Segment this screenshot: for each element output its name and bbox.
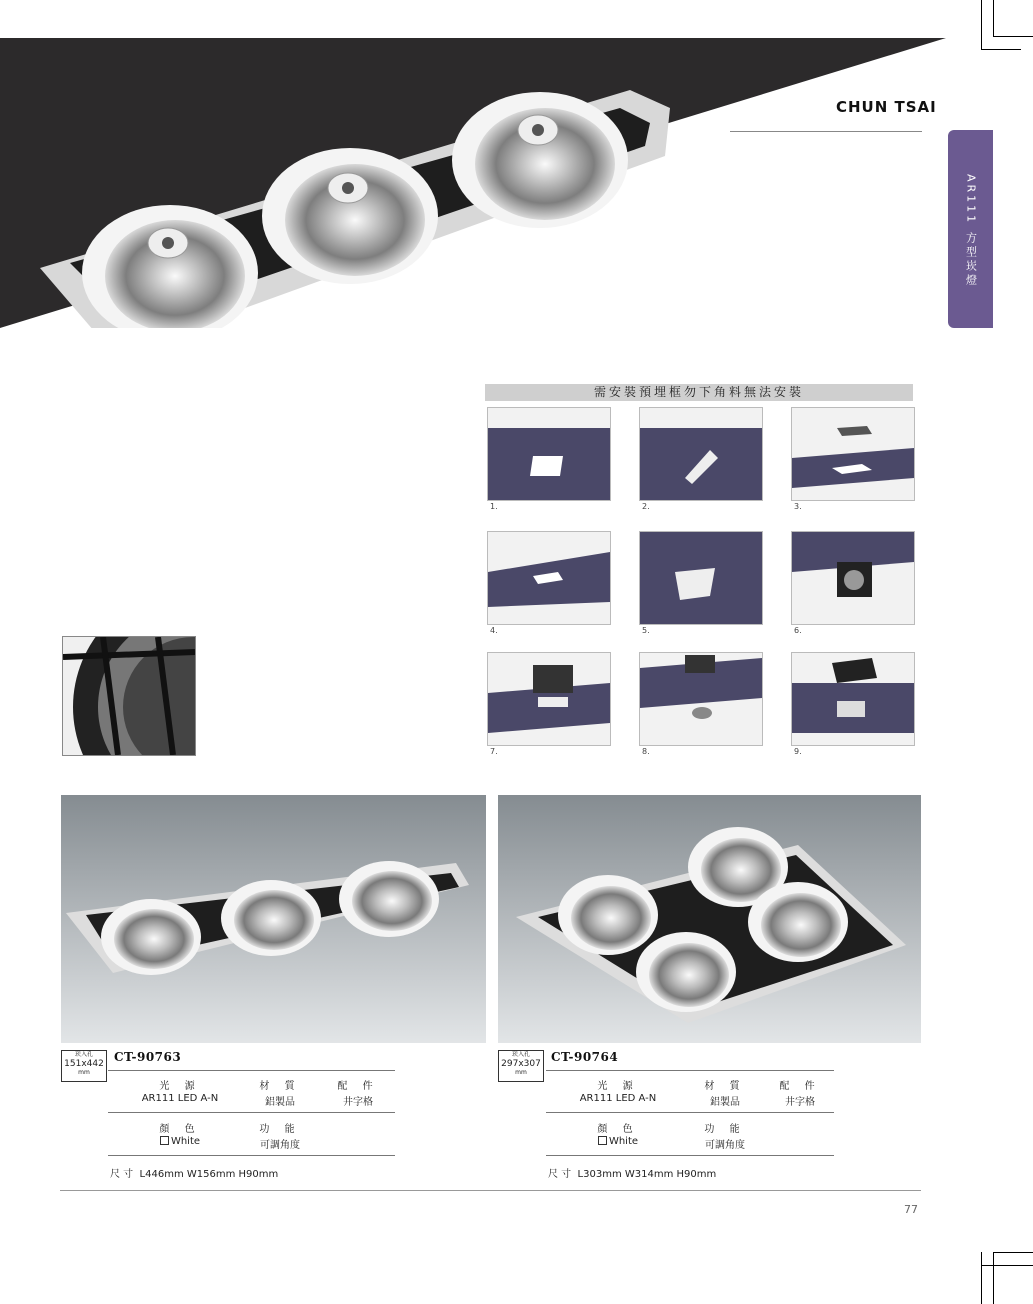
product-image-ct-90763 bbox=[61, 795, 486, 1043]
page-number: 77 bbox=[904, 1203, 918, 1216]
cutout-label: 崁入孔 bbox=[74, 1051, 93, 1058]
brand-logo: CHUN TSAI bbox=[836, 98, 937, 116]
install-step-image-4 bbox=[487, 531, 611, 625]
grille-detail-photo bbox=[62, 636, 196, 756]
model-number: CT-90764 bbox=[551, 1050, 619, 1064]
spec-label-accessory: 配 件 bbox=[779, 1081, 821, 1092]
crop-mark bbox=[993, 1252, 994, 1304]
crop-mark bbox=[993, 36, 1033, 37]
color-checkbox-icon bbox=[598, 1136, 607, 1145]
category-side-tab-label: AR111 方型崁燈 bbox=[964, 174, 978, 288]
install-step-number: 1. bbox=[490, 502, 498, 511]
install-step-number: 2. bbox=[642, 502, 650, 511]
install-step-number: 9. bbox=[794, 747, 802, 756]
install-step-number: 6. bbox=[794, 626, 802, 635]
spec-divider bbox=[108, 1112, 395, 1113]
install-step-image-9 bbox=[791, 652, 915, 746]
cutout-unit: mm bbox=[78, 1069, 90, 1076]
color-name: White bbox=[170, 1136, 201, 1147]
install-step-image-8 bbox=[639, 652, 763, 746]
install-step-number: 4. bbox=[490, 626, 498, 635]
install-step-image-1 bbox=[487, 407, 611, 501]
size-row bbox=[548, 1165, 716, 1180]
spec-label-material: 材 質 bbox=[259, 1081, 301, 1092]
spec-value-accessory: 井字格 bbox=[785, 1097, 815, 1108]
size-label: 尺 寸 bbox=[548, 1169, 572, 1180]
cutout-label: 崁入孔 bbox=[511, 1051, 530, 1058]
install-step-image-5 bbox=[639, 531, 763, 625]
spec-label-accessory: 配 件 bbox=[337, 1081, 379, 1092]
install-step-number: 3. bbox=[794, 502, 802, 511]
install-step-number: 5. bbox=[642, 626, 650, 635]
install-step-image-3 bbox=[791, 407, 915, 501]
spec-divider bbox=[546, 1112, 834, 1113]
brand-underline bbox=[730, 131, 922, 132]
spec-label-color: 顏 色 bbox=[597, 1124, 639, 1135]
cutout-unit: mm bbox=[515, 1069, 527, 1076]
install-step-image-6 bbox=[791, 531, 915, 625]
install-step-image-7 bbox=[487, 652, 611, 746]
spec-divider bbox=[108, 1070, 395, 1071]
spec-value-function: 可調角度 bbox=[705, 1140, 745, 1151]
spec-value-light-source: AR111 LED A-N bbox=[579, 1093, 657, 1104]
spec-label-function: 功 能 bbox=[259, 1124, 301, 1135]
color-checkbox-icon bbox=[160, 1136, 169, 1145]
spec-label-light-source: 光 源 bbox=[159, 1081, 201, 1092]
size-row bbox=[110, 1165, 278, 1180]
size-value: L303mm W314mm H90mm bbox=[577, 1169, 717, 1180]
spec-value-material: 鋁製品 bbox=[265, 1097, 295, 1108]
spec-divider bbox=[546, 1155, 834, 1156]
crop-mark bbox=[981, 1252, 982, 1304]
cutout-dims: 151x442 bbox=[64, 1059, 104, 1069]
spec-value-accessory: 井字格 bbox=[343, 1097, 373, 1108]
spec-value-light-source: AR111 LED A-N bbox=[141, 1093, 219, 1104]
spec-label-function: 功 能 bbox=[704, 1124, 746, 1135]
crop-mark bbox=[981, 1265, 1033, 1266]
footer-divider bbox=[60, 1190, 921, 1191]
spec-divider bbox=[546, 1070, 834, 1071]
spec-label-material: 材 質 bbox=[704, 1081, 746, 1092]
size-value: L446mm W156mm H90mm bbox=[139, 1169, 279, 1180]
spec-divider bbox=[108, 1155, 395, 1156]
model-number: CT-90763 bbox=[114, 1050, 182, 1064]
product-image-ct-90764 bbox=[498, 795, 921, 1043]
spec-value-material: 鋁製品 bbox=[710, 1097, 740, 1108]
install-step-number: 7. bbox=[490, 747, 498, 756]
color-name: White bbox=[608, 1136, 639, 1147]
cutout-size-box bbox=[61, 1050, 107, 1082]
hero-product-image bbox=[0, 38, 946, 328]
cutout-size-box bbox=[498, 1050, 544, 1082]
cutout-dims: 297x307 bbox=[501, 1059, 541, 1069]
category-side-tab bbox=[948, 130, 993, 328]
crop-mark bbox=[981, 49, 1021, 50]
spec-value-color bbox=[140, 1136, 220, 1147]
spec-value-color bbox=[578, 1136, 658, 1147]
install-step-image-2 bbox=[639, 407, 763, 501]
install-step-number: 8. bbox=[642, 747, 650, 756]
install-steps-header: 需安裝預埋框勿下角料無法安裝 bbox=[485, 384, 913, 401]
spec-value-function: 可調角度 bbox=[260, 1140, 300, 1151]
spec-label-light-source: 光 源 bbox=[597, 1081, 639, 1092]
crop-mark bbox=[993, 0, 994, 36]
size-label: 尺 寸 bbox=[110, 1169, 134, 1180]
crop-mark bbox=[993, 1252, 1033, 1253]
spec-label-color: 顏 色 bbox=[159, 1124, 201, 1135]
crop-mark bbox=[981, 0, 982, 50]
